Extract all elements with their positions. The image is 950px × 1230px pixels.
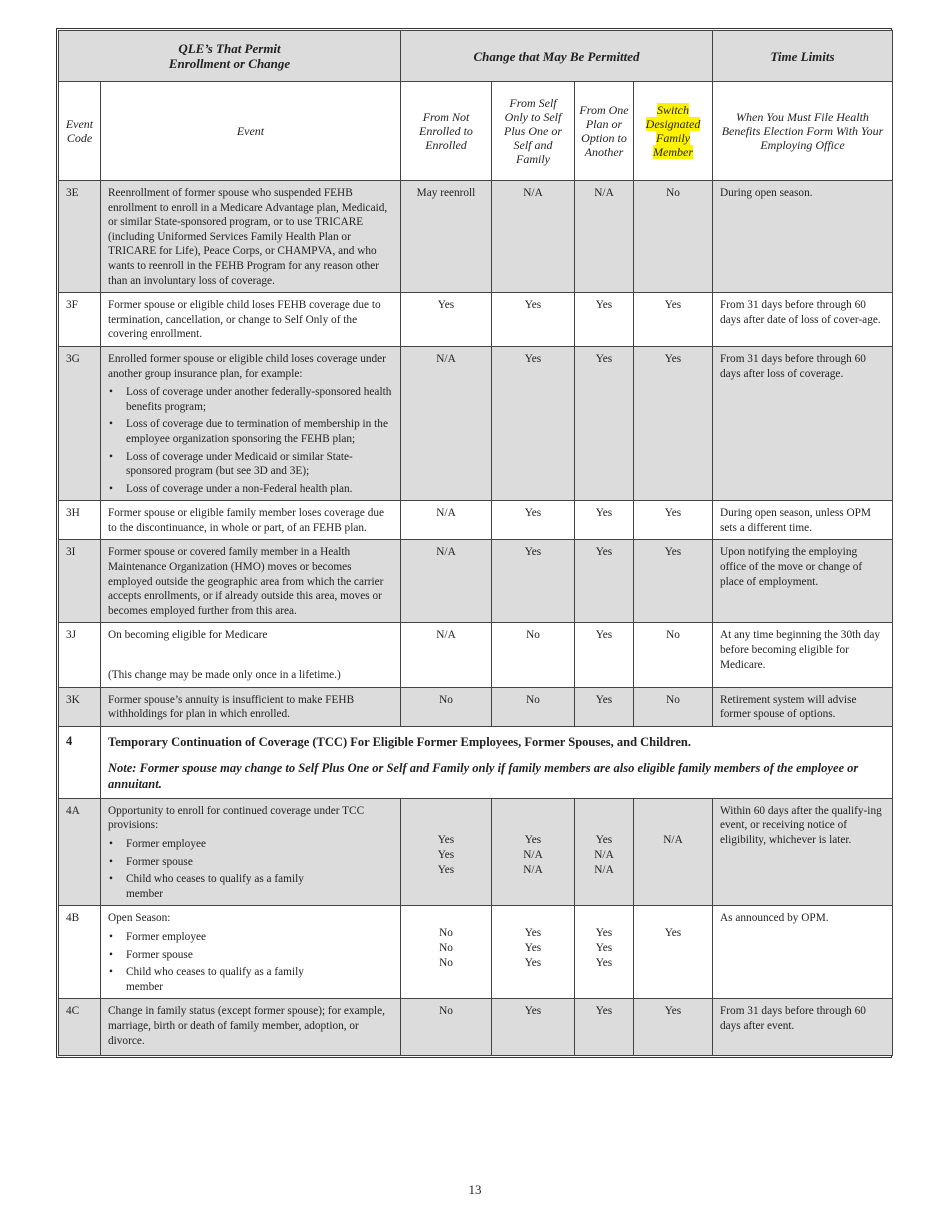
time-limit: Upon notifying the employing office of the move or change of place of employment.	[713, 540, 893, 623]
table-row-4C	[59, 999, 893, 1056]
switch-designated-highlight: Switch Designated Family Member	[645, 103, 701, 159]
section-code: 4	[59, 726, 101, 798]
col-switch-designated	[634, 82, 713, 181]
event-note: (This change may be made only once in a lifetime.)	[108, 669, 341, 682]
from-one-plan-value: N/A	[575, 181, 634, 293]
switch-designated-value: Yes	[634, 501, 713, 540]
table-row-3H	[59, 501, 893, 540]
from-one-plan-value: Yes	[575, 293, 634, 347]
from-self-only-value: Yes	[492, 540, 575, 623]
from-not-enrolled-value: No	[401, 999, 492, 1056]
from-self-only-value: No	[492, 687, 575, 726]
header-row-titles	[59, 31, 893, 82]
event-description: Change in family status (except former spouse); for example, marriage, birth or death of family member, adoption, or divorce.	[101, 999, 401, 1056]
event-code: 4A	[59, 798, 101, 906]
from-not-enrolled-value: N/A	[401, 540, 492, 623]
section-4-row	[59, 726, 893, 798]
event-description: Former spouse or eligible family member loses coverage due to the discontinuance, in whole or part, of an FEHB plan.	[101, 501, 401, 540]
from-not-enrolled-value: N/A	[401, 623, 492, 687]
table-row-3E	[59, 181, 893, 293]
change-column-group-title: Change that May Be Permitted	[401, 31, 713, 82]
bullet-list	[108, 385, 393, 496]
switch-designated-value: Yes	[634, 540, 713, 623]
time-limit: From 31 days before through 60 days after event.	[713, 999, 893, 1056]
time-limit: During open season, unless OPM sets a different time.	[713, 501, 893, 540]
from-self-only-value: Yes	[492, 346, 575, 500]
time-limit: During open season.	[713, 181, 893, 293]
event-description: Reenrollment of former spouse who suspended FEHB enrollment to enroll in a Medicare Advantage plan, Medicaid, or similar State-sponsored program, or to use TRICARE (including Uniformed Services Family Health Plan or TRICARE for Life), Peace Corps, or CHAMPVA, and who wants to reenroll in the FEHB Program for any reason other than an involuntary loss of coverage.	[101, 181, 401, 293]
time-limit: Retirement system will advise former spouse of options.	[713, 687, 893, 726]
table-row-4B	[59, 906, 893, 999]
section-title: Temporary Continuation of Coverage (TCC) For Eligible Former Employees, Former Spouses, and Children.	[108, 734, 691, 749]
list-item: • Former employee	[108, 930, 393, 945]
from-one-plan-value: Yes	[575, 687, 634, 726]
list-item: • Former spouse	[108, 948, 393, 963]
from-not-enrolled-value: No	[401, 687, 492, 726]
event-description	[101, 906, 401, 999]
col-from-not-enrolled: From Not Enrolled to Enrolled	[401, 82, 492, 181]
col-event-code: Event Code	[59, 82, 101, 181]
list-item: • Child who ceases to qualify as a family member	[108, 872, 393, 901]
switch-designated-value: N/A	[634, 798, 713, 906]
switch-designated-value: Yes	[634, 999, 713, 1056]
event-description: Former spouse’s annuity is insufficient to make FEHB withholdings for plan in which enrolled.	[101, 687, 401, 726]
event-text: Enrolled former spouse or eligible child loses coverage under another group insurance plan, for example:	[108, 352, 386, 380]
switch-designated-value: No	[634, 623, 713, 687]
from-self-only-value: No	[492, 623, 575, 687]
time-limit: From 31 days before through 60 days after loss of coverage.	[713, 346, 893, 500]
list-item: • Child who ceases to qualify as a family member	[108, 965, 393, 994]
table-row-4A	[59, 798, 893, 906]
time-limits-title: Time Limits	[713, 31, 893, 82]
list-item: • Loss of coverage under a non-Federal health plan.	[108, 482, 393, 497]
table-row-3G	[59, 346, 893, 500]
event-code: 3F	[59, 293, 101, 347]
from-self-only-value: Yes	[492, 293, 575, 347]
time-limit: As announced by OPM.	[713, 906, 893, 999]
switch-designated-value: No	[634, 687, 713, 726]
col-from-one-plan: From One Plan or Option to Another	[575, 82, 634, 181]
from-not-enrolled-values: No No No	[401, 906, 492, 999]
time-limit: At any time beginning the 30th day before becoming eligible for Medicare.	[713, 623, 893, 687]
from-not-enrolled-value: N/A	[401, 501, 492, 540]
event-text: On becoming eligible for Medicare	[108, 629, 268, 642]
table-row-3J	[59, 623, 893, 687]
table-row-3F	[59, 293, 893, 347]
switch-designated-value: Yes	[634, 293, 713, 347]
table-row-3K	[59, 687, 893, 726]
from-self-only-value: Yes	[492, 501, 575, 540]
from-not-enrolled-value: Yes	[401, 293, 492, 347]
from-self-only-values: Yes Yes Yes	[492, 906, 575, 999]
list-item: • Loss of coverage due to termination of membership in the employee organization sponsoring the FEHB plan;	[108, 417, 393, 446]
from-one-plan-value: Yes	[575, 623, 634, 687]
from-not-enrolled-value: May reenroll	[401, 181, 492, 293]
bullet-list	[108, 837, 393, 901]
list-item: • Loss of coverage under Medicaid or similar State-sponsored program (but see 3D and 3E);	[108, 450, 393, 479]
event-code: 3E	[59, 181, 101, 293]
event-description: Former spouse or eligible child loses FEHB coverage due to termination, cancellation, or change to Self Only of the covering enrollment.	[101, 293, 401, 347]
event-code: 4C	[59, 999, 101, 1056]
event-code: 3H	[59, 501, 101, 540]
time-limit: From 31 days before through 60 days after date of loss of cover-age.	[713, 293, 893, 347]
from-one-plan-value: Yes	[575, 501, 634, 540]
from-self-only-value: N/A	[492, 181, 575, 293]
list-item: • Former employee	[108, 837, 393, 852]
from-one-plan-values: Yes Yes Yes	[575, 906, 634, 999]
event-description	[101, 623, 401, 687]
from-one-plan-value: Yes	[575, 999, 634, 1056]
event-description	[101, 346, 401, 500]
qle-table-frame	[56, 28, 892, 1058]
list-item: • Loss of coverage under another federally-sponsored health benefits program;	[108, 385, 393, 414]
from-not-enrolled-value: N/A	[401, 346, 492, 500]
event-code: 3K	[59, 687, 101, 726]
col-time-limits: When You Must File Health Benefits Election Form With Your Employing Office	[713, 82, 893, 181]
col-from-self-only: From Self Only to Self Plus One or Self and Family	[492, 82, 575, 181]
bullet-list	[108, 930, 393, 994]
from-one-plan-value: Yes	[575, 540, 634, 623]
event-text: Opportunity to enroll for continued coverage under TCC provisions:	[108, 804, 365, 832]
table-row-3I	[59, 540, 893, 623]
switch-designated-value: Yes	[634, 906, 713, 999]
from-self-only-value: Yes	[492, 999, 575, 1056]
from-one-plan-values: Yes N/A N/A	[575, 798, 634, 906]
col-event: Event	[101, 82, 401, 181]
time-limit: Within 60 days after the qualify-ing event, or receiving notice of eligibility, whichever is later.	[713, 798, 893, 906]
switch-designated-value: No	[634, 181, 713, 293]
page-number: 13	[468, 1182, 482, 1197]
event-code: 3J	[59, 623, 101, 687]
event-code: 3G	[59, 346, 101, 500]
event-text: Open Season:	[108, 912, 171, 925]
list-item: • Former spouse	[108, 855, 393, 870]
from-self-only-values: Yes N/A N/A	[492, 798, 575, 906]
qle-column-group-title: QLE’s That Permit Enrollment or Change	[59, 31, 401, 82]
switch-designated-value: Yes	[634, 346, 713, 500]
event-code: 4B	[59, 906, 101, 999]
header-row-columns	[59, 82, 893, 181]
event-description	[101, 798, 401, 906]
section-note: Note: Former spouse may change to Self Plus One or Self and Family only if family members are also eligible family members of the employee or annuitant.	[108, 760, 859, 791]
from-not-enrolled-values: Yes Yes Yes	[401, 798, 492, 906]
section-heading	[101, 726, 893, 798]
event-description: Former spouse or covered family member in a Health Maintenance Organization (HMO) moves or becomes employed outside the geographic area from which the carrier accepts enrollments, or if already outside this area, moves or becomes employed further from this area.	[101, 540, 401, 623]
event-code: 3I	[59, 540, 101, 623]
from-one-plan-value: Yes	[575, 346, 634, 500]
qle-table	[58, 30, 893, 1056]
